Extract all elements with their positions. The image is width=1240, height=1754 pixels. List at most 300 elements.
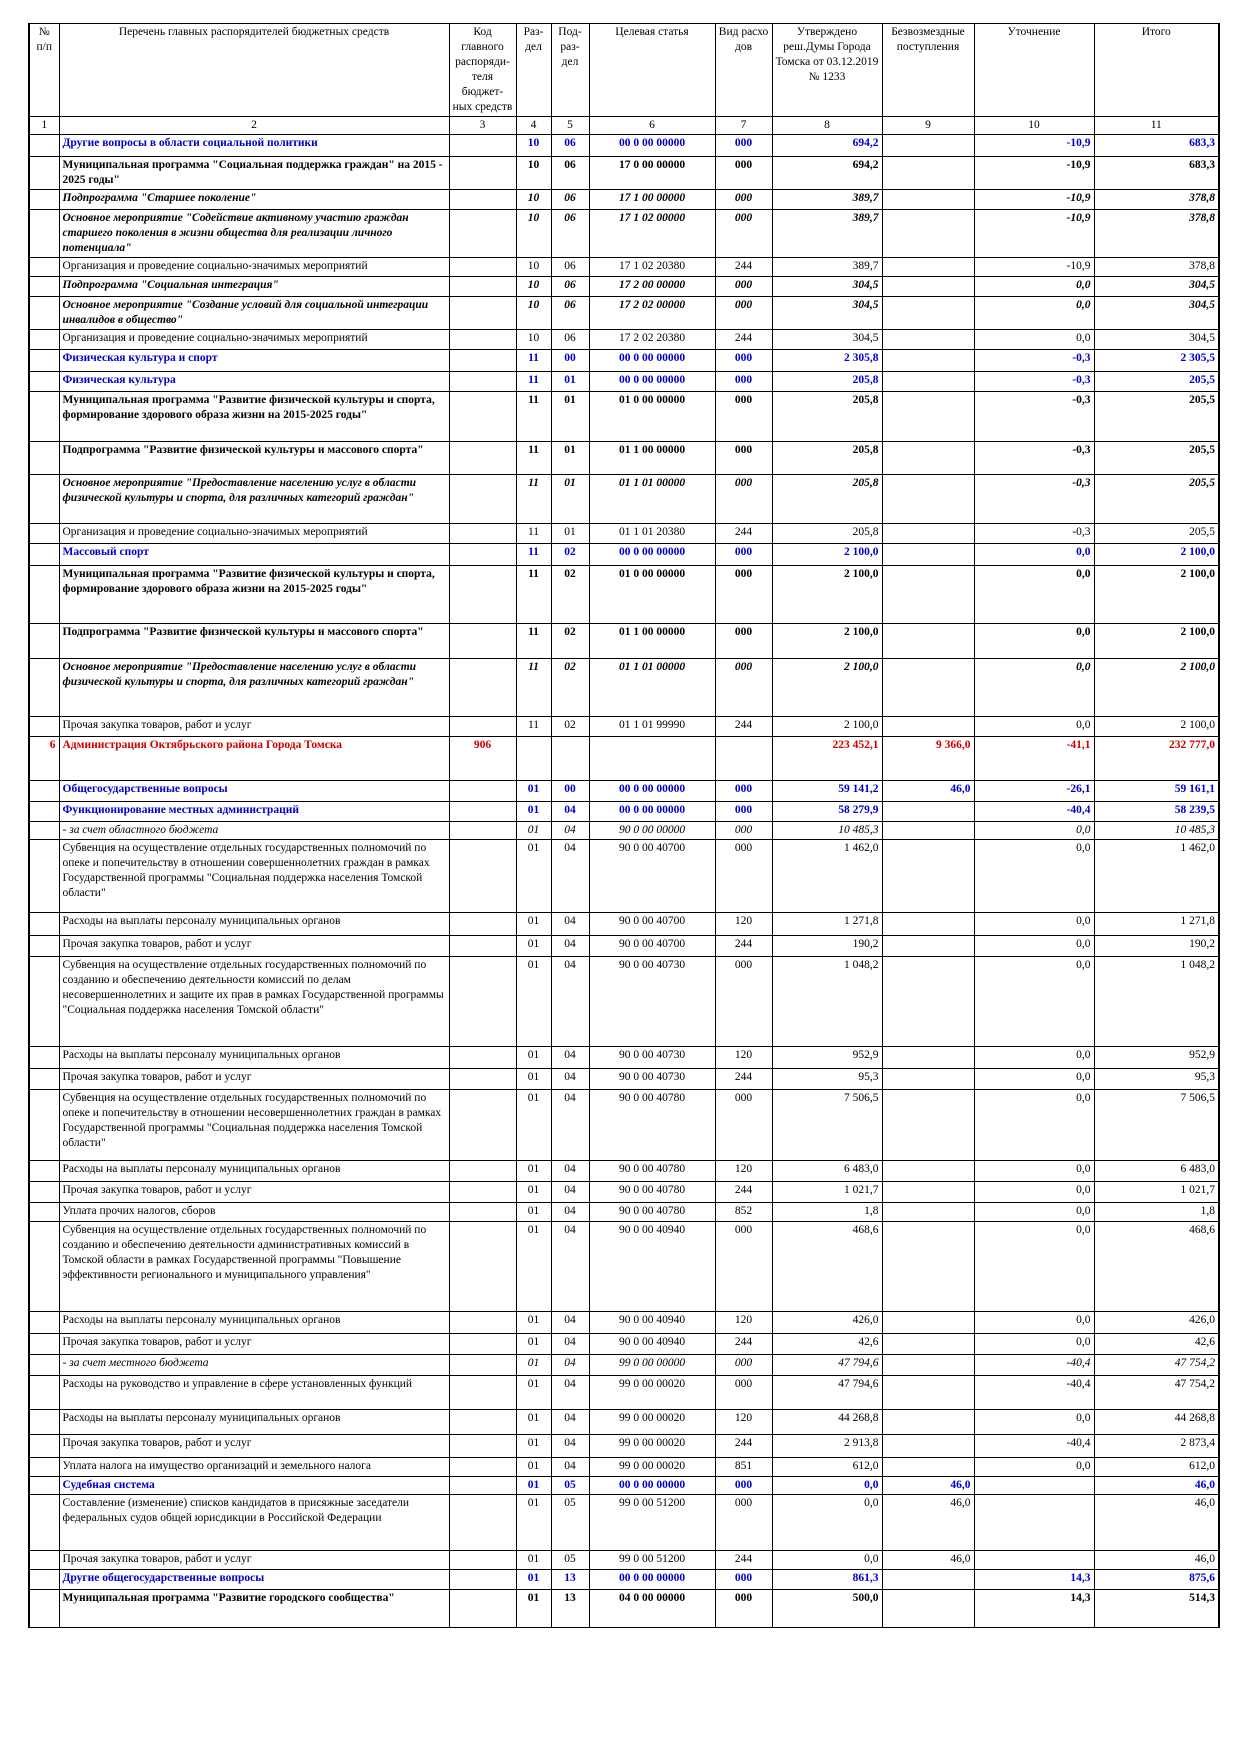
cell-expense-type: 000 xyxy=(715,1590,772,1628)
header-section: Раз-дел xyxy=(516,24,551,117)
table-row xyxy=(29,277,1219,297)
cell-name: Прочая закупка товаров, работ и услуг xyxy=(59,1334,449,1355)
cell-total: 875,6 xyxy=(1094,1570,1219,1590)
cell-total: 612,0 xyxy=(1094,1458,1219,1477)
cell-adjustment xyxy=(974,1551,1094,1570)
cell-subsection: 04 xyxy=(551,1182,589,1203)
cell-adjustment: -10,9 xyxy=(974,190,1094,210)
cell-name: Расходы на руководство и управление в сфере установленных функций xyxy=(59,1376,449,1410)
cell-section xyxy=(516,737,551,781)
cell-subsection: 06 xyxy=(551,277,589,297)
cell-subsection: 01 xyxy=(551,372,589,392)
cell-total: 205,5 xyxy=(1094,442,1219,475)
cell-expense-type: 000 xyxy=(715,544,772,566)
cell-adjustment xyxy=(974,1495,1094,1551)
cell-expense-type: 000 xyxy=(715,190,772,210)
cell-expense-type: 120 xyxy=(715,1161,772,1182)
cell-section: 10 xyxy=(516,297,551,330)
cell-gratuitous xyxy=(882,1182,974,1203)
cell-subsection: 04 xyxy=(551,1222,589,1312)
table-row xyxy=(29,157,1219,190)
cell-target-article: 01 0 00 00000 xyxy=(589,392,715,442)
cell-adjustment: 0,0 xyxy=(974,1069,1094,1090)
cell-gratuitous xyxy=(882,524,974,544)
cell-total: 1 462,0 xyxy=(1094,840,1219,913)
cell-approved: 223 452,1 xyxy=(772,737,882,781)
cell-name: - за счет областного бюджета xyxy=(59,822,449,840)
cell-num xyxy=(29,822,59,840)
cell-gratuitous xyxy=(882,135,974,157)
cell-code: 906 xyxy=(449,737,516,781)
cell-gratuitous xyxy=(882,1355,974,1376)
table-row xyxy=(29,659,1219,717)
cell-gratuitous xyxy=(882,840,974,913)
cell-subsection: 13 xyxy=(551,1590,589,1628)
cell-approved: 2 100,0 xyxy=(772,717,882,737)
column-index: 6 xyxy=(589,117,715,135)
cell-expense-type: 000 xyxy=(715,475,772,524)
cell-subsection: 04 xyxy=(551,957,589,1047)
cell-adjustment: 0,0 xyxy=(974,566,1094,624)
cell-code xyxy=(449,1222,516,1312)
cell-adjustment: -0,3 xyxy=(974,392,1094,442)
cell-adjustment: 0,0 xyxy=(974,913,1094,936)
cell-num xyxy=(29,297,59,330)
cell-code xyxy=(449,372,516,392)
cell-approved: 1,8 xyxy=(772,1203,882,1222)
table-row xyxy=(29,737,1219,781)
cell-gratuitous xyxy=(882,475,974,524)
cell-name: Уплата прочих налогов, сборов xyxy=(59,1203,449,1222)
cell-adjustment: -40,4 xyxy=(974,1435,1094,1458)
cell-name: Основное мероприятие "Предоставление населению услуг в области физической культуры и спорта, для различных категорий граждан" xyxy=(59,659,449,717)
cell-gratuitous xyxy=(882,157,974,190)
cell-name: Прочая закупка товаров, работ и услуг xyxy=(59,936,449,957)
cell-section: 01 xyxy=(516,913,551,936)
cell-target-article: 17 1 02 00000 xyxy=(589,210,715,258)
cell-adjustment: -10,9 xyxy=(974,210,1094,258)
cell-target-article: 90 0 00 40730 xyxy=(589,1069,715,1090)
cell-expense-type: 000 xyxy=(715,781,772,802)
header-name: Перечень главных распорядителей бюджетных средств xyxy=(59,24,449,117)
cell-code xyxy=(449,781,516,802)
cell-target-article: 90 0 00 40730 xyxy=(589,957,715,1047)
cell-target-article: 17 2 02 20380 xyxy=(589,330,715,350)
cell-gratuitous xyxy=(882,258,974,277)
cell-adjustment: 0,0 xyxy=(974,1222,1094,1312)
cell-total: 2 100,0 xyxy=(1094,544,1219,566)
cell-num xyxy=(29,624,59,659)
cell-gratuitous xyxy=(882,210,974,258)
cell-gratuitous: 46,0 xyxy=(882,1551,974,1570)
cell-num xyxy=(29,1458,59,1477)
cell-target-article: 99 0 00 51200 xyxy=(589,1551,715,1570)
cell-target-article: 99 0 00 00000 xyxy=(589,1355,715,1376)
cell-name: Организация и проведение социально-значимых мероприятий xyxy=(59,258,449,277)
cell-name: Массовый спорт xyxy=(59,544,449,566)
cell-gratuitous xyxy=(882,1222,974,1312)
cell-code xyxy=(449,1551,516,1570)
cell-num xyxy=(29,1182,59,1203)
cell-code xyxy=(449,277,516,297)
cell-section: 01 xyxy=(516,1410,551,1435)
cell-section: 11 xyxy=(516,566,551,624)
cell-section: 11 xyxy=(516,475,551,524)
cell-expense-type: 244 xyxy=(715,936,772,957)
cell-target-article xyxy=(589,737,715,781)
cell-subsection: 04 xyxy=(551,1203,589,1222)
table-row xyxy=(29,350,1219,372)
cell-total: 378,8 xyxy=(1094,190,1219,210)
cell-gratuitous xyxy=(882,659,974,717)
cell-target-article: 99 0 00 51200 xyxy=(589,1495,715,1551)
cell-gratuitous xyxy=(882,822,974,840)
cell-adjustment: -0,3 xyxy=(974,442,1094,475)
header-total: Итого xyxy=(1094,24,1219,117)
column-index-row xyxy=(29,117,1219,135)
cell-expense-type: 000 xyxy=(715,822,772,840)
cell-section: 10 xyxy=(516,135,551,157)
cell-name: Субвенция на осуществление отдельных государственных полномочий по опеке и попечительству в отношении совершеннолетних граждан в рамках Государственной программы "Социальная поддержка населения Томской области" xyxy=(59,840,449,913)
cell-total: 514,3 xyxy=(1094,1590,1219,1628)
cell-expense-type: 000 xyxy=(715,1355,772,1376)
cell-adjustment: 0,0 xyxy=(974,1182,1094,1203)
cell-section: 11 xyxy=(516,442,551,475)
cell-expense-type: 120 xyxy=(715,1047,772,1069)
cell-subsection: 04 xyxy=(551,936,589,957)
cell-gratuitous xyxy=(882,1435,974,1458)
cell-total: 46,0 xyxy=(1094,1477,1219,1495)
cell-name: Другие общегосударственные вопросы xyxy=(59,1570,449,1590)
cell-adjustment: 0,0 xyxy=(974,822,1094,840)
cell-expense-type: 244 xyxy=(715,330,772,350)
cell-name: Организация и проведение социально-значимых мероприятий xyxy=(59,524,449,544)
cell-adjustment: -40,4 xyxy=(974,1355,1094,1376)
cell-section: 11 xyxy=(516,524,551,544)
cell-num xyxy=(29,1334,59,1355)
cell-expense-type: 000 xyxy=(715,957,772,1047)
cell-expense-type: 000 xyxy=(715,1570,772,1590)
cell-expense-type: 000 xyxy=(715,1376,772,1410)
table-row xyxy=(29,524,1219,544)
cell-expense-type: 000 xyxy=(715,297,772,330)
cell-expense-type: 244 xyxy=(715,717,772,737)
cell-section: 01 xyxy=(516,1203,551,1222)
cell-adjustment: 0,0 xyxy=(974,624,1094,659)
table-row xyxy=(29,1182,1219,1203)
cell-subsection: 04 xyxy=(551,1334,589,1355)
cell-num xyxy=(29,1090,59,1161)
cell-section: 01 xyxy=(516,781,551,802)
cell-gratuitous xyxy=(882,350,974,372)
cell-gratuitous: 9 366,0 xyxy=(882,737,974,781)
table-row xyxy=(29,1355,1219,1376)
cell-num xyxy=(29,1312,59,1334)
cell-target-article: 17 2 00 00000 xyxy=(589,277,715,297)
cell-num xyxy=(29,566,59,624)
cell-code xyxy=(449,840,516,913)
cell-section: 01 xyxy=(516,1435,551,1458)
cell-adjustment: -10,9 xyxy=(974,157,1094,190)
cell-section: 01 xyxy=(516,1590,551,1628)
cell-adjustment: -0,3 xyxy=(974,475,1094,524)
cell-subsection: 06 xyxy=(551,190,589,210)
cell-total: 1,8 xyxy=(1094,1203,1219,1222)
cell-section: 10 xyxy=(516,258,551,277)
header-target-article: Целевая статья xyxy=(589,24,715,117)
column-index: 10 xyxy=(974,117,1094,135)
cell-gratuitous xyxy=(882,913,974,936)
cell-section: 01 xyxy=(516,1477,551,1495)
cell-expense-type: 000 xyxy=(715,1495,772,1551)
cell-code xyxy=(449,1047,516,1069)
cell-subsection: 04 xyxy=(551,1410,589,1435)
cell-name: Основное мероприятие "Предоставление населению услуг в области физической культуры и спорта, для различных категорий граждан" xyxy=(59,475,449,524)
cell-target-article: 01 1 01 99990 xyxy=(589,717,715,737)
cell-num xyxy=(29,840,59,913)
cell-section: 01 xyxy=(516,1458,551,1477)
cell-total: 46,0 xyxy=(1094,1495,1219,1551)
cell-section: 01 xyxy=(516,1069,551,1090)
cell-target-article: 00 0 00 00000 xyxy=(589,781,715,802)
cell-approved: 468,6 xyxy=(772,1222,882,1312)
table-row xyxy=(29,781,1219,802)
cell-target-article: 04 0 00 00000 xyxy=(589,1590,715,1628)
cell-adjustment: 0,0 xyxy=(974,1090,1094,1161)
cell-num xyxy=(29,659,59,717)
cell-section: 01 xyxy=(516,957,551,1047)
cell-adjustment: 14,3 xyxy=(974,1570,1094,1590)
cell-code xyxy=(449,1182,516,1203)
cell-target-article: 00 0 00 00000 xyxy=(589,1570,715,1590)
cell-approved: 426,0 xyxy=(772,1312,882,1334)
table-row xyxy=(29,936,1219,957)
cell-section: 11 xyxy=(516,372,551,392)
cell-num xyxy=(29,1161,59,1182)
cell-gratuitous xyxy=(882,190,974,210)
cell-name: Прочая закупка товаров, работ и услуг xyxy=(59,1435,449,1458)
cell-total: 2 100,0 xyxy=(1094,717,1219,737)
cell-total: 205,5 xyxy=(1094,524,1219,544)
cell-section: 01 xyxy=(516,1376,551,1410)
cell-section: 11 xyxy=(516,392,551,442)
table-row xyxy=(29,210,1219,258)
cell-name: Муниципальная программа "Развитие физической культуры и спорта, формирование здорового образа жизни на 2015-2025 годы" xyxy=(59,566,449,624)
cell-subsection: 05 xyxy=(551,1495,589,1551)
cell-gratuitous xyxy=(882,802,974,822)
table-row xyxy=(29,475,1219,524)
cell-adjustment: -0,3 xyxy=(974,524,1094,544)
cell-approved: 612,0 xyxy=(772,1458,882,1477)
cell-name: Администрация Октябрьского района Города Томска xyxy=(59,737,449,781)
cell-section: 11 xyxy=(516,350,551,372)
cell-expense-type xyxy=(715,737,772,781)
cell-target-article: 90 0 00 00000 xyxy=(589,822,715,840)
table-row xyxy=(29,544,1219,566)
cell-subsection: 01 xyxy=(551,475,589,524)
cell-code xyxy=(449,1090,516,1161)
table-row xyxy=(29,258,1219,277)
cell-expense-type: 000 xyxy=(715,840,772,913)
cell-approved: 2 913,8 xyxy=(772,1435,882,1458)
cell-num xyxy=(29,190,59,210)
cell-total: 1 271,8 xyxy=(1094,913,1219,936)
cell-expense-type: 000 xyxy=(715,350,772,372)
cell-gratuitous xyxy=(882,936,974,957)
cell-subsection: 06 xyxy=(551,297,589,330)
cell-adjustment: -0,3 xyxy=(974,350,1094,372)
cell-total: 2 100,0 xyxy=(1094,624,1219,659)
cell-code xyxy=(449,1570,516,1590)
cell-total: 304,5 xyxy=(1094,330,1219,350)
cell-approved: 95,3 xyxy=(772,1069,882,1090)
cell-approved: 389,7 xyxy=(772,190,882,210)
cell-num xyxy=(29,936,59,957)
cell-expense-type: 244 xyxy=(715,1334,772,1355)
cell-gratuitous xyxy=(882,957,974,1047)
table-row xyxy=(29,1495,1219,1551)
cell-gratuitous xyxy=(882,1590,974,1628)
cell-target-article: 90 0 00 40940 xyxy=(589,1312,715,1334)
cell-name: Подпрограмма "Развитие физической культуры и массового спорта" xyxy=(59,442,449,475)
cell-code xyxy=(449,475,516,524)
cell-code xyxy=(449,566,516,624)
cell-num xyxy=(29,1376,59,1410)
cell-name: Физическая культура и спорт xyxy=(59,350,449,372)
cell-target-article: 90 0 00 40940 xyxy=(589,1334,715,1355)
cell-expense-type: 120 xyxy=(715,913,772,936)
cell-expense-type: 000 xyxy=(715,1222,772,1312)
header-row xyxy=(29,24,1219,117)
cell-target-article: 00 0 00 00000 xyxy=(589,135,715,157)
cell-expense-type: 244 xyxy=(715,1182,772,1203)
cell-total: 683,3 xyxy=(1094,135,1219,157)
cell-expense-type: 000 xyxy=(715,277,772,297)
table-row xyxy=(29,624,1219,659)
cell-code xyxy=(449,1161,516,1182)
cell-name: Расходы на выплаты персоналу муниципальных органов xyxy=(59,1410,449,1435)
cell-total: 205,5 xyxy=(1094,372,1219,392)
cell-subsection: 04 xyxy=(551,840,589,913)
cell-subsection: 04 xyxy=(551,1047,589,1069)
cell-approved: 2 305,8 xyxy=(772,350,882,372)
cell-total: 205,5 xyxy=(1094,392,1219,442)
column-index: 4 xyxy=(516,117,551,135)
cell-code xyxy=(449,1069,516,1090)
table-row xyxy=(29,392,1219,442)
cell-expense-type: 244 xyxy=(715,1069,772,1090)
cell-num xyxy=(29,1222,59,1312)
cell-approved: 58 279,9 xyxy=(772,802,882,822)
cell-subsection: 04 xyxy=(551,1069,589,1090)
cell-gratuitous xyxy=(882,1090,974,1161)
cell-subsection: 05 xyxy=(551,1551,589,1570)
cell-target-article: 99 0 00 00020 xyxy=(589,1435,715,1458)
cell-total: 952,9 xyxy=(1094,1047,1219,1069)
cell-num xyxy=(29,802,59,822)
cell-subsection xyxy=(551,737,589,781)
cell-code xyxy=(449,1203,516,1222)
table-row xyxy=(29,840,1219,913)
table-row xyxy=(29,330,1219,350)
cell-target-article: 90 0 00 40780 xyxy=(589,1090,715,1161)
cell-gratuitous xyxy=(882,277,974,297)
cell-gratuitous xyxy=(882,1458,974,1477)
cell-adjustment xyxy=(974,1477,1094,1495)
cell-name: Субвенция на осуществление отдельных государственных полномочий по созданию и обеспечению деятельности административных комиссий в Томской области в рамках Государственной программы "Повышение эффективности регионального и муниципального управления" xyxy=(59,1222,449,1312)
cell-adjustment: 0,0 xyxy=(974,1312,1094,1334)
cell-num xyxy=(29,913,59,936)
table-row xyxy=(29,1203,1219,1222)
cell-gratuitous xyxy=(882,1161,974,1182)
cell-target-article: 00 0 00 00000 xyxy=(589,350,715,372)
table-row xyxy=(29,442,1219,475)
cell-num xyxy=(29,957,59,1047)
column-index: 5 xyxy=(551,117,589,135)
header-adjustment: Уточнение xyxy=(974,24,1094,117)
cell-code xyxy=(449,1590,516,1628)
cell-name: Муниципальная программа "Развитие городского сообщества" xyxy=(59,1590,449,1628)
cell-num xyxy=(29,544,59,566)
cell-subsection: 02 xyxy=(551,566,589,624)
table-row xyxy=(29,822,1219,840)
cell-approved: 694,2 xyxy=(772,135,882,157)
cell-num xyxy=(29,1069,59,1090)
cell-total: 2 305,5 xyxy=(1094,350,1219,372)
cell-target-article: 90 0 00 40700 xyxy=(589,840,715,913)
cell-num xyxy=(29,475,59,524)
cell-num xyxy=(29,1355,59,1376)
cell-approved: 205,8 xyxy=(772,475,882,524)
cell-expense-type: 000 xyxy=(715,157,772,190)
cell-approved: 6 483,0 xyxy=(772,1161,882,1182)
cell-subsection: 13 xyxy=(551,1570,589,1590)
cell-name: Муниципальная программа "Социальная поддержка граждан" на 2015 - 2025 годы" xyxy=(59,157,449,190)
table-row xyxy=(29,1570,1219,1590)
cell-adjustment: 0,0 xyxy=(974,717,1094,737)
cell-approved: 389,7 xyxy=(772,258,882,277)
cell-subsection: 00 xyxy=(551,350,589,372)
cell-num xyxy=(29,1047,59,1069)
table-row xyxy=(29,372,1219,392)
cell-section: 11 xyxy=(516,624,551,659)
cell-approved: 1 021,7 xyxy=(772,1182,882,1203)
cell-target-article: 00 0 00 00000 xyxy=(589,802,715,822)
cell-code xyxy=(449,659,516,717)
cell-section: 11 xyxy=(516,717,551,737)
cell-num xyxy=(29,350,59,372)
cell-approved: 205,8 xyxy=(772,392,882,442)
cell-subsection: 02 xyxy=(551,544,589,566)
cell-target-article: 01 1 00 00000 xyxy=(589,442,715,475)
table-row xyxy=(29,717,1219,737)
cell-target-article: 99 0 00 00020 xyxy=(589,1410,715,1435)
cell-approved: 7 506,5 xyxy=(772,1090,882,1161)
cell-subsection: 06 xyxy=(551,330,589,350)
cell-num xyxy=(29,392,59,442)
cell-adjustment: -0,3 xyxy=(974,372,1094,392)
cell-num xyxy=(29,210,59,258)
cell-name: Прочая закупка товаров, работ и услуг xyxy=(59,1551,449,1570)
cell-target-article: 17 0 00 00000 xyxy=(589,157,715,190)
cell-total: 304,5 xyxy=(1094,297,1219,330)
cell-gratuitous xyxy=(882,1312,974,1334)
table-row xyxy=(29,1222,1219,1312)
cell-expense-type: 000 xyxy=(715,566,772,624)
cell-section: 01 xyxy=(516,1047,551,1069)
cell-section: 01 xyxy=(516,840,551,913)
cell-adjustment: 0,0 xyxy=(974,330,1094,350)
